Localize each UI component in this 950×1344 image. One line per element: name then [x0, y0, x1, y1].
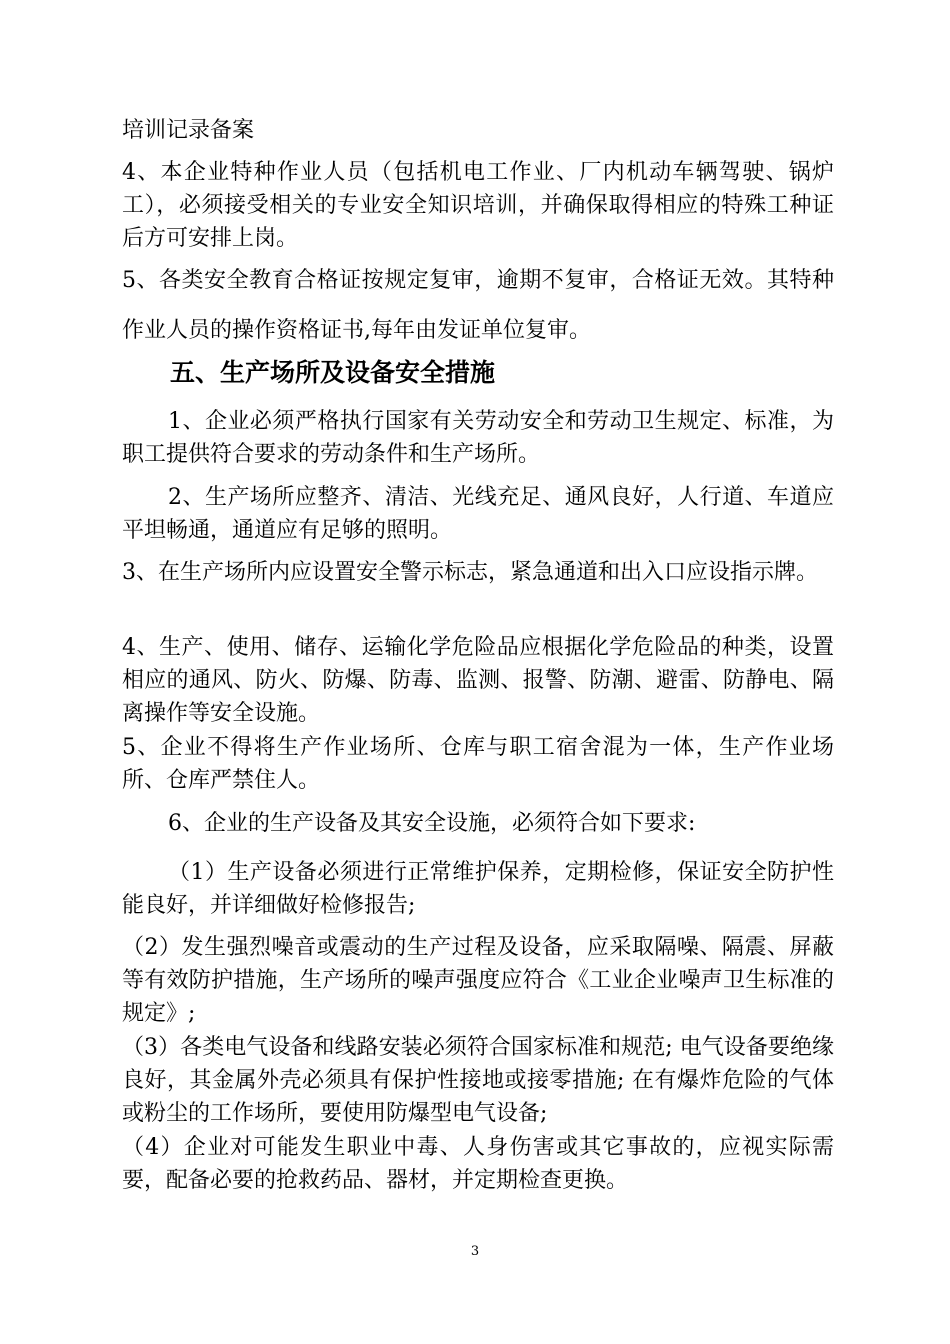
paragraph-labor-safety: 1、企业必须严格执行国家有关劳动安全和劳动卫生规定、标准，为职工提供符合要求的劳动条件和生产场所。: [122, 409, 834, 467]
paragraph-equipment-requirements: 6、企业的生产设备及其安全设施，必须符合如下要求:: [168, 811, 696, 836]
paragraph-item-2-noise: （2）发生强烈噪音或震动的生产过程及设备，应采取隔噪、隔震、屏蔽等有效防护措施，生产场所的噪声强度应符合《工业企业噪声卫生标准的规定》;: [122, 935, 834, 1026]
paragraph-certificate-review: 5、各类安全教育合格证按规定复审，逾期不复审，合格证无效。其特种作业人员的操作资格证书,每年由发证单位复审。: [122, 268, 834, 343]
paragraph-special-workers: 4、本企业特种作业人员（包括机电工作业、厂内机动车辆驾驶、锅炉工），必须接受相关的专业安全知识培训，并确保取得相应的特殊工种证后方可安排上岗。: [122, 160, 834, 251]
page-number: 3: [470, 1244, 480, 1259]
section-heading: 五、生产场所及设备安全措施: [170, 358, 496, 387]
paragraph-hazardous-chemicals: 4、生产、使用、储存、运输化学危险品应根据化学危险品的种类，设置相应的通风、防火、防爆、防毒、监测、报警、防潮、避雷、防静电、隔离操作等安全设施。: [122, 635, 834, 726]
paragraph-no-dormitory: 5、企业不得将生产作业场所、仓库与职工宿舍混为一体，生产作业场所、仓库严禁住人。: [122, 735, 834, 793]
paragraph-training-record: 培训记录备案: [122, 118, 255, 143]
paragraph-item-4-first-aid: （4）企业对可能发生职业中毒、人身伤害或其它事故的，应视实际需要，配备必要的抢救药品、器材，并定期检查更换。: [122, 1135, 834, 1193]
paragraph-item-1-maintenance: （1）生产设备必须进行正常维护保养，定期检修，保证安全防护性能良好，并详细做好检修报告;: [122, 860, 834, 918]
paragraph-warning-signs: 3、在生产场所内应设置安全警示标志，紧急通道和出入口应设指示牌。: [122, 560, 818, 585]
paragraph-item-3-electrical: （3）各类电气设备和线路安装必须符合国家标准和规范; 电气设备要绝缘良好，其金属外壳必须具有保护性接地或接零措施; 在有爆炸危险的气体或粉尘的工作场所，要使用防爆型电气设备;: [122, 1035, 834, 1126]
paragraph-workplace-tidy: 2、生产场所应整齐、清洁、光线充足、通风良好，人行道、车道应平坦畅通，通道应有足够的照明。: [122, 485, 834, 543]
